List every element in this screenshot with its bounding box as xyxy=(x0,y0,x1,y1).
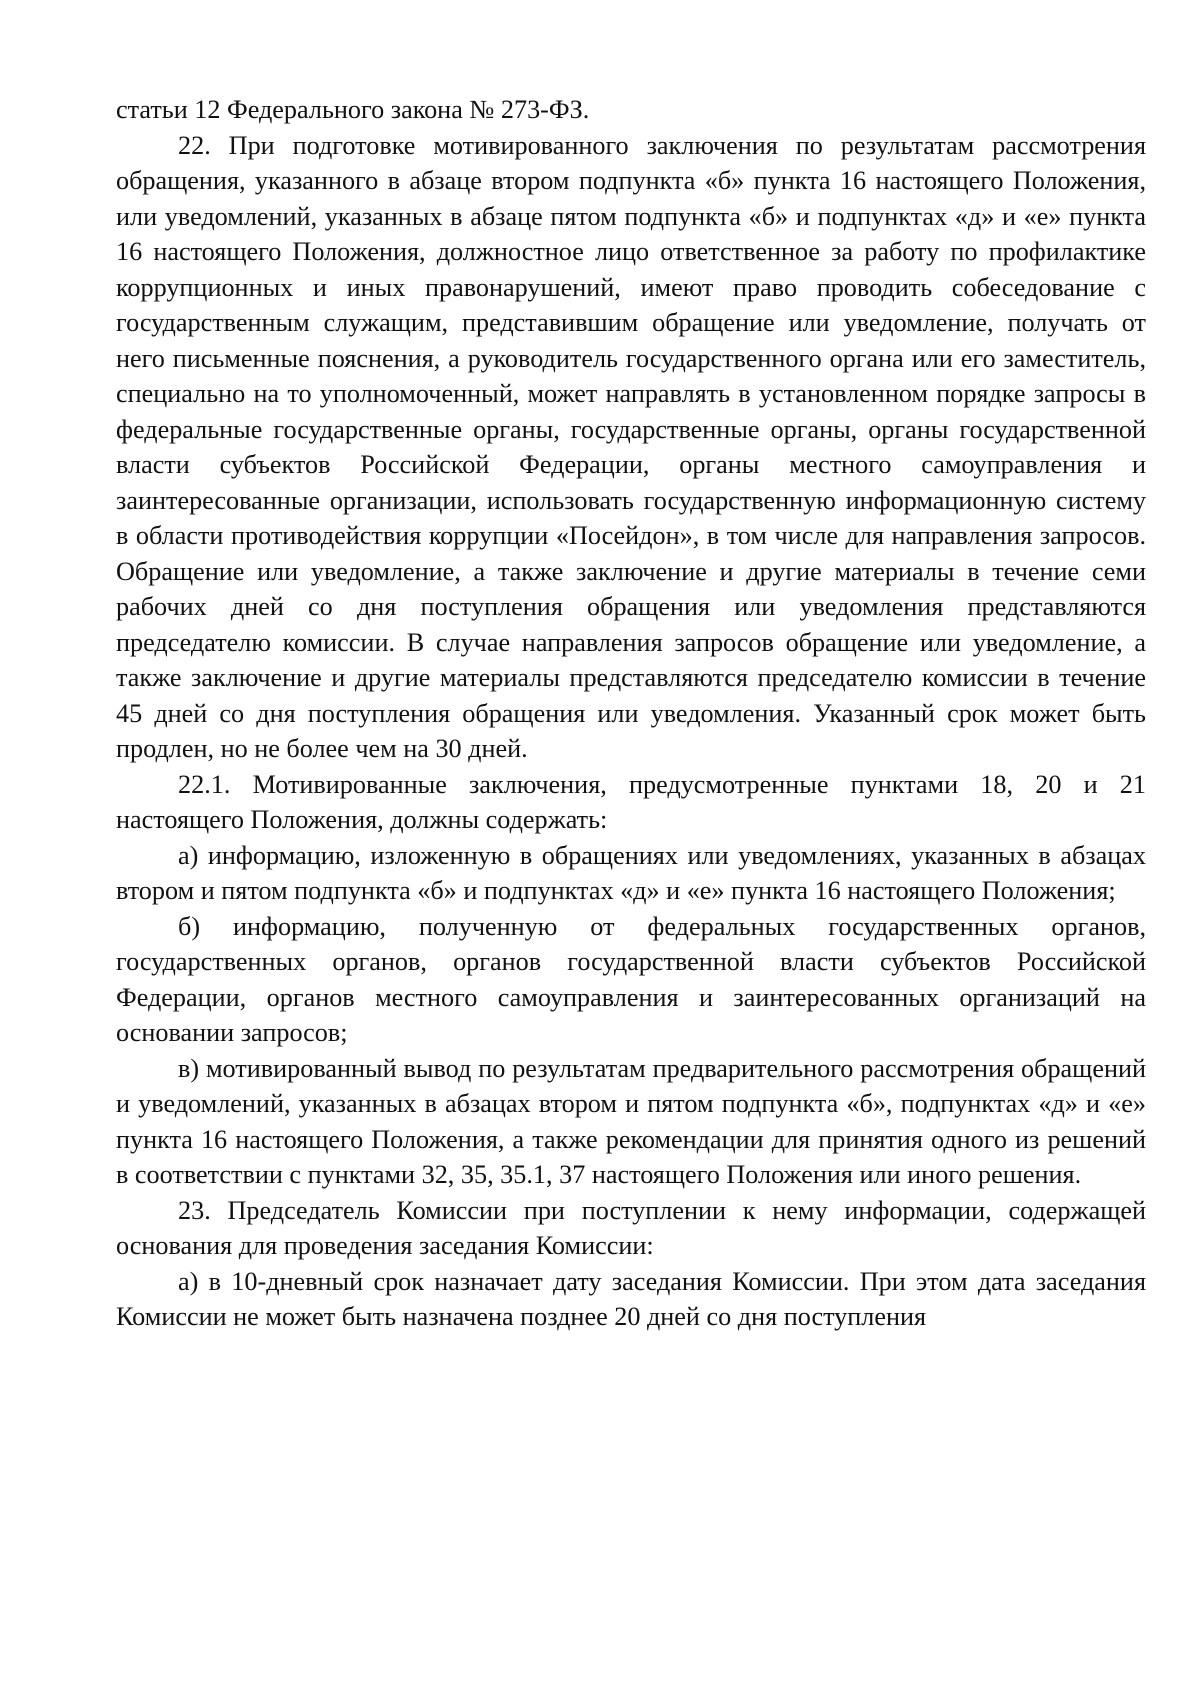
paragraph-23: 23. Председатель Комиссии при поступлении к нему информации, содержащей основания для проведения заседания Комиссии: xyxy=(116,1195,1146,1260)
paragraph-22-1-b: б) информацию, полученную от федеральных государственных органов, государственных органов, органов государственной власти субъектов Российской Федерации, органов местного самоуправления и заинтересованных организаций на основании запросов; xyxy=(116,911,1146,1047)
paragraph-22-1-v: в) мотивированный вывод по результатам предварительного рассмотрения обращений и уведомлений, указанных в абзацах втором и пятом подпункта «б», подпунктах «д» и «е» пункта 16 настоящего Положения, а также рекомендации для принятия одного из решений в соответствии с пунктами 32, 35, 35.1, 37 настоящего Положения или иного решения. xyxy=(116,1053,1146,1189)
paragraph-22-1-a: а) информацию, изложенную в обращениях или уведомлениях, указанных в абзацах втором и пятом подпункта «б» и подпунктах «д» и «е» пункта 16 настоящего Положения; xyxy=(116,840,1146,905)
paragraph-continuation: статьи 12 Федерального закона № 273-ФЗ. xyxy=(116,95,590,124)
paragraph-23-a: а) в 10-дневный срок назначает дату заседания Комиссии. При этом дата заседания Комиссии не может быть назначена позднее 20 дней со дня поступления xyxy=(116,1266,1146,1331)
paragraph-22: 22. При подготовке мотивированного заключения по результатам рассмотрения обращения, указанного в абзаце втором подпункта «б» пункта 16 настоящего Положения, или уведомлений, указанных в абзаце пятом подпункта «б» и подпунктах «д» и «е» пункта 16 настоящего Положения, должностное лицо ответственное за работу по профилактике коррупционных и иных правонарушений, имеют право проводить собеседование с государственным служащим, представившим обращение или уведомление, получать от него письменные пояснения, а руководитель государственного органа или его заместитель, специально на то уполномоченный, может направлять в установленном порядке запросы в федеральные государственные органы, государственные органы, органы государственной власти субъектов Российской Федерации, органы местного самоуправления и заинтересованные организации, использовать государственную информационную систему в области противодействия коррупции «Посейдон», в том числе для направления запросов. Обращение или уведомление, а также заключение и другие материалы в течение семи рабочих дней со дня поступления обращения или уведомления представляются председателю комиссии. В случае направления запросов обращение или уведомление, а также заключение и другие материалы представляются председателю комиссии в течение 45 дней со дня поступления обращения или уведомления. Указанный срок может быть продлен, но не более чем на 30 дней. xyxy=(116,130,1146,763)
paragraph-22-1: 22.1. Мотивированные заключения, предусмотренные пунктами 18, 20 и 21 настоящего Положения, должны содержать: xyxy=(116,769,1146,834)
document-page xyxy=(116,92,1146,1335)
